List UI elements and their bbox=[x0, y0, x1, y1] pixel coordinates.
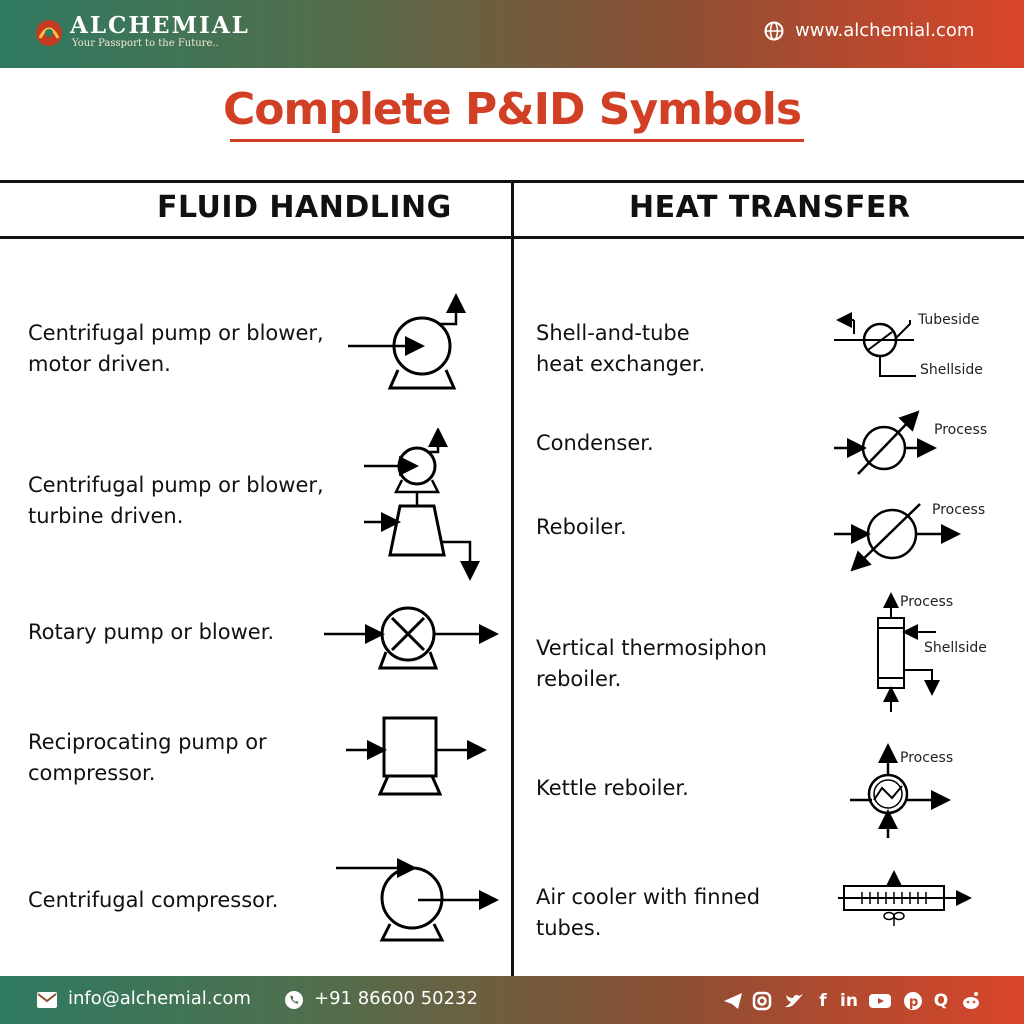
pinterest-icon[interactable] bbox=[902, 990, 924, 1012]
brand-tagline: Your Passport to the Future.. bbox=[72, 38, 219, 49]
centrifugal-compressor-symbol bbox=[334, 852, 502, 944]
process-label: Process bbox=[932, 502, 986, 518]
vertical-thermosiphon-reboiler-symbol bbox=[858, 590, 1018, 714]
process-label: Process bbox=[900, 750, 954, 766]
rotary-pump-symbol bbox=[322, 600, 500, 672]
centrifugal-pump-motor-symbol bbox=[340, 288, 480, 394]
website-link[interactable]: www.alchemial.com bbox=[795, 20, 975, 41]
heat-item-label: Air cooler with finned tubes. bbox=[536, 885, 761, 940]
heat-transfer-heading: HEAT TRANSFER bbox=[629, 190, 911, 225]
reddit-icon[interactable] bbox=[960, 990, 982, 1012]
fluid-item-label: Reciprocating pump or compressor. bbox=[28, 730, 267, 785]
fluid-handling-heading: FLUID HANDLING bbox=[157, 190, 452, 225]
telegram-icon[interactable] bbox=[722, 990, 744, 1012]
shellside-label: Shellside bbox=[924, 640, 987, 656]
reboiler-symbol bbox=[832, 494, 1012, 574]
shellside-label: Shellside bbox=[920, 362, 983, 378]
process-label: Process bbox=[900, 594, 954, 610]
svg-text:p: p bbox=[909, 995, 919, 1010]
fluid-item-label: Centrifugal pump or blower, turbine driven. bbox=[28, 473, 324, 528]
twitter-icon[interactable] bbox=[783, 990, 805, 1012]
column-divider bbox=[511, 180, 514, 976]
globe-icon bbox=[764, 21, 784, 41]
title-underline bbox=[230, 139, 804, 142]
fluid-item-label: Centrifugal compressor. bbox=[28, 888, 279, 912]
youtube-icon[interactable] bbox=[868, 990, 890, 1012]
quora-icon[interactable]: Q bbox=[933, 991, 949, 1011]
kettle-reboiler-symbol bbox=[848, 740, 1016, 840]
instagram-icon[interactable] bbox=[751, 990, 773, 1012]
air-cooler-symbol bbox=[836, 870, 976, 930]
mail-icon bbox=[36, 991, 58, 1009]
fluid-item-label: Centrifugal pump or blower, motor driven. bbox=[28, 321, 324, 376]
heat-item-label: Kettle reboiler. bbox=[536, 776, 689, 800]
process-label: Process bbox=[934, 422, 988, 438]
condenser-symbol bbox=[832, 408, 1012, 480]
heat-item-label: Vertical thermosiphon reboiler. bbox=[536, 636, 767, 691]
page-title: Complete P&ID Symbols bbox=[222, 84, 802, 135]
linkedin-icon[interactable]: in bbox=[840, 991, 858, 1011]
whatsapp-phone-icon bbox=[284, 990, 304, 1010]
heat-item-label: Condenser. bbox=[536, 431, 654, 455]
fluid-item-label: Rotary pump or blower. bbox=[28, 620, 275, 644]
email-link[interactable]: info@alchemial.com bbox=[68, 988, 251, 1009]
phone-number[interactable]: +91 86600 50232 bbox=[314, 988, 478, 1009]
alchemial-logo-icon bbox=[34, 18, 64, 48]
centrifugal-pump-turbine-symbol bbox=[362, 428, 492, 583]
reciprocating-pump-symbol bbox=[344, 712, 488, 800]
facebook-icon[interactable]: f bbox=[819, 991, 827, 1011]
heat-item-label: Shell-and-tube heat exchanger. bbox=[536, 321, 706, 376]
brand-name: ALCHEMIAL bbox=[70, 12, 250, 39]
heat-item-label: Reboiler. bbox=[536, 515, 627, 539]
tubeside-label: Tubeside bbox=[918, 312, 980, 328]
shell-and-tube-exchanger-symbol bbox=[832, 298, 1012, 384]
